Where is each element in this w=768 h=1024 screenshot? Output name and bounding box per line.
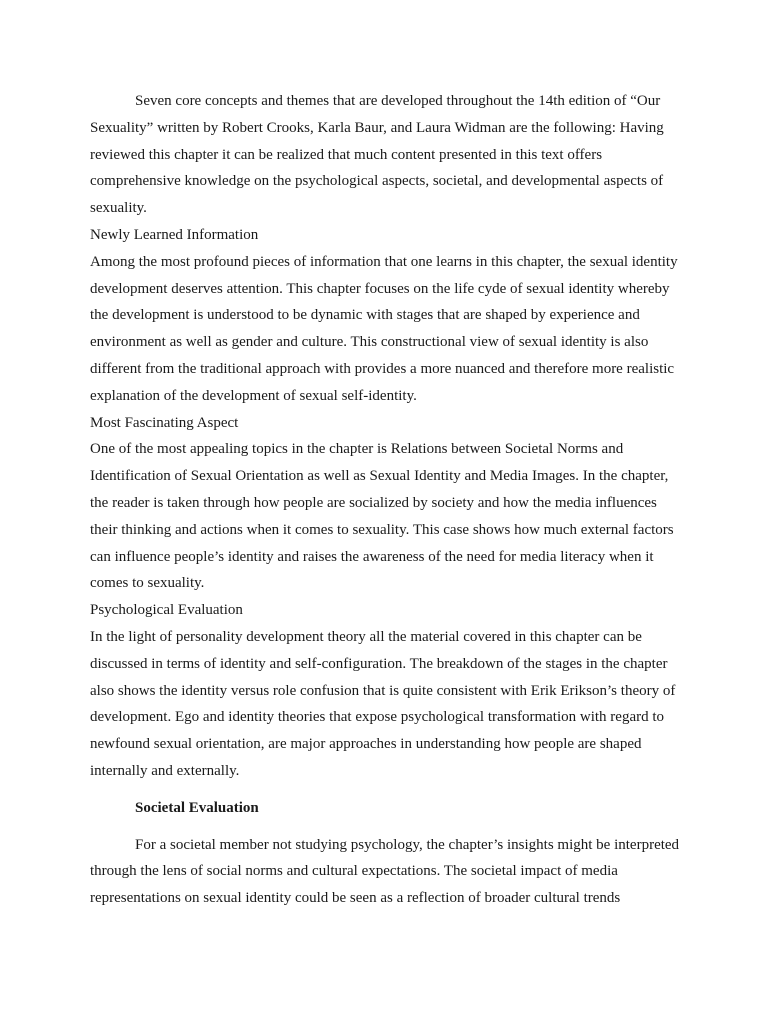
section-heading-psychological: Psychological Evaluation (90, 602, 243, 619)
section-heading-societal: Societal Evaluation (135, 799, 259, 816)
section-body-newly-learned: Among the most profound pieces of information that one learns in this chapter, the sexual identity development deserves attention. This chapter focuses on the life cyde of sexual identity whereby the development is understood to be dynamic with stages that are shaped by experience and environment as well as gender and culture. This constructional view of sexual identity is also different from the traditional approach with provides a more nuanced and therefore more realistic explanation of the development of sexual self-identity. (90, 253, 678, 404)
section-heading-newly-learned: Newly Learned Information (90, 226, 259, 243)
section-heading-fascinating: Most Fascinating Aspect (90, 414, 239, 431)
document-page (90, 88, 680, 912)
section-body-psychological: In the light of personality development theory all the material covered in this chapter can be discussed in terms of identity and self-configuration. The breakdown of the stages in the chapter also shows the identity versus role confusion that is quite consistent with Erik Erikson’s theory of development. Ego and identity theories that expose psychological transformation with regard to newfound sexual orientation, are major approaches in understanding how people are shaped internally and externally. (90, 628, 676, 779)
section-body-fascinating: One of the most appealing topics in the chapter is Relations between Societal Norms and Identification of Sexual Orientation as well as Sexual Identity and Media Images. In the chapter, the reader is taken through how people are socialized by society and how the media influences their thinking and actions when it comes to sexuality. This case shows how much external factors can influence people’s identity and raises the awareness of the need for media literacy when it comes to sexuality. (90, 441, 674, 592)
section-body-societal: For a societal member not studying psychology, the chapter’s insights might be interpreted through the lens of social norms and cultural expectations. The societal impact of media representations on sexual identity could be seen as a reflection of broader cultural trends (90, 836, 680, 907)
intro-paragraph: Seven core concepts and themes that are developed throughout the 14th edition of “Our Sexuality” written by Robert Crooks, Karla Baur, and Laura Widman are the following: Having reviewed this chapter it can be realized that much content presented in this text offers comprehensive knowledge on the psychological aspects, societal, and developmental aspects of sexuality. (90, 93, 664, 217)
